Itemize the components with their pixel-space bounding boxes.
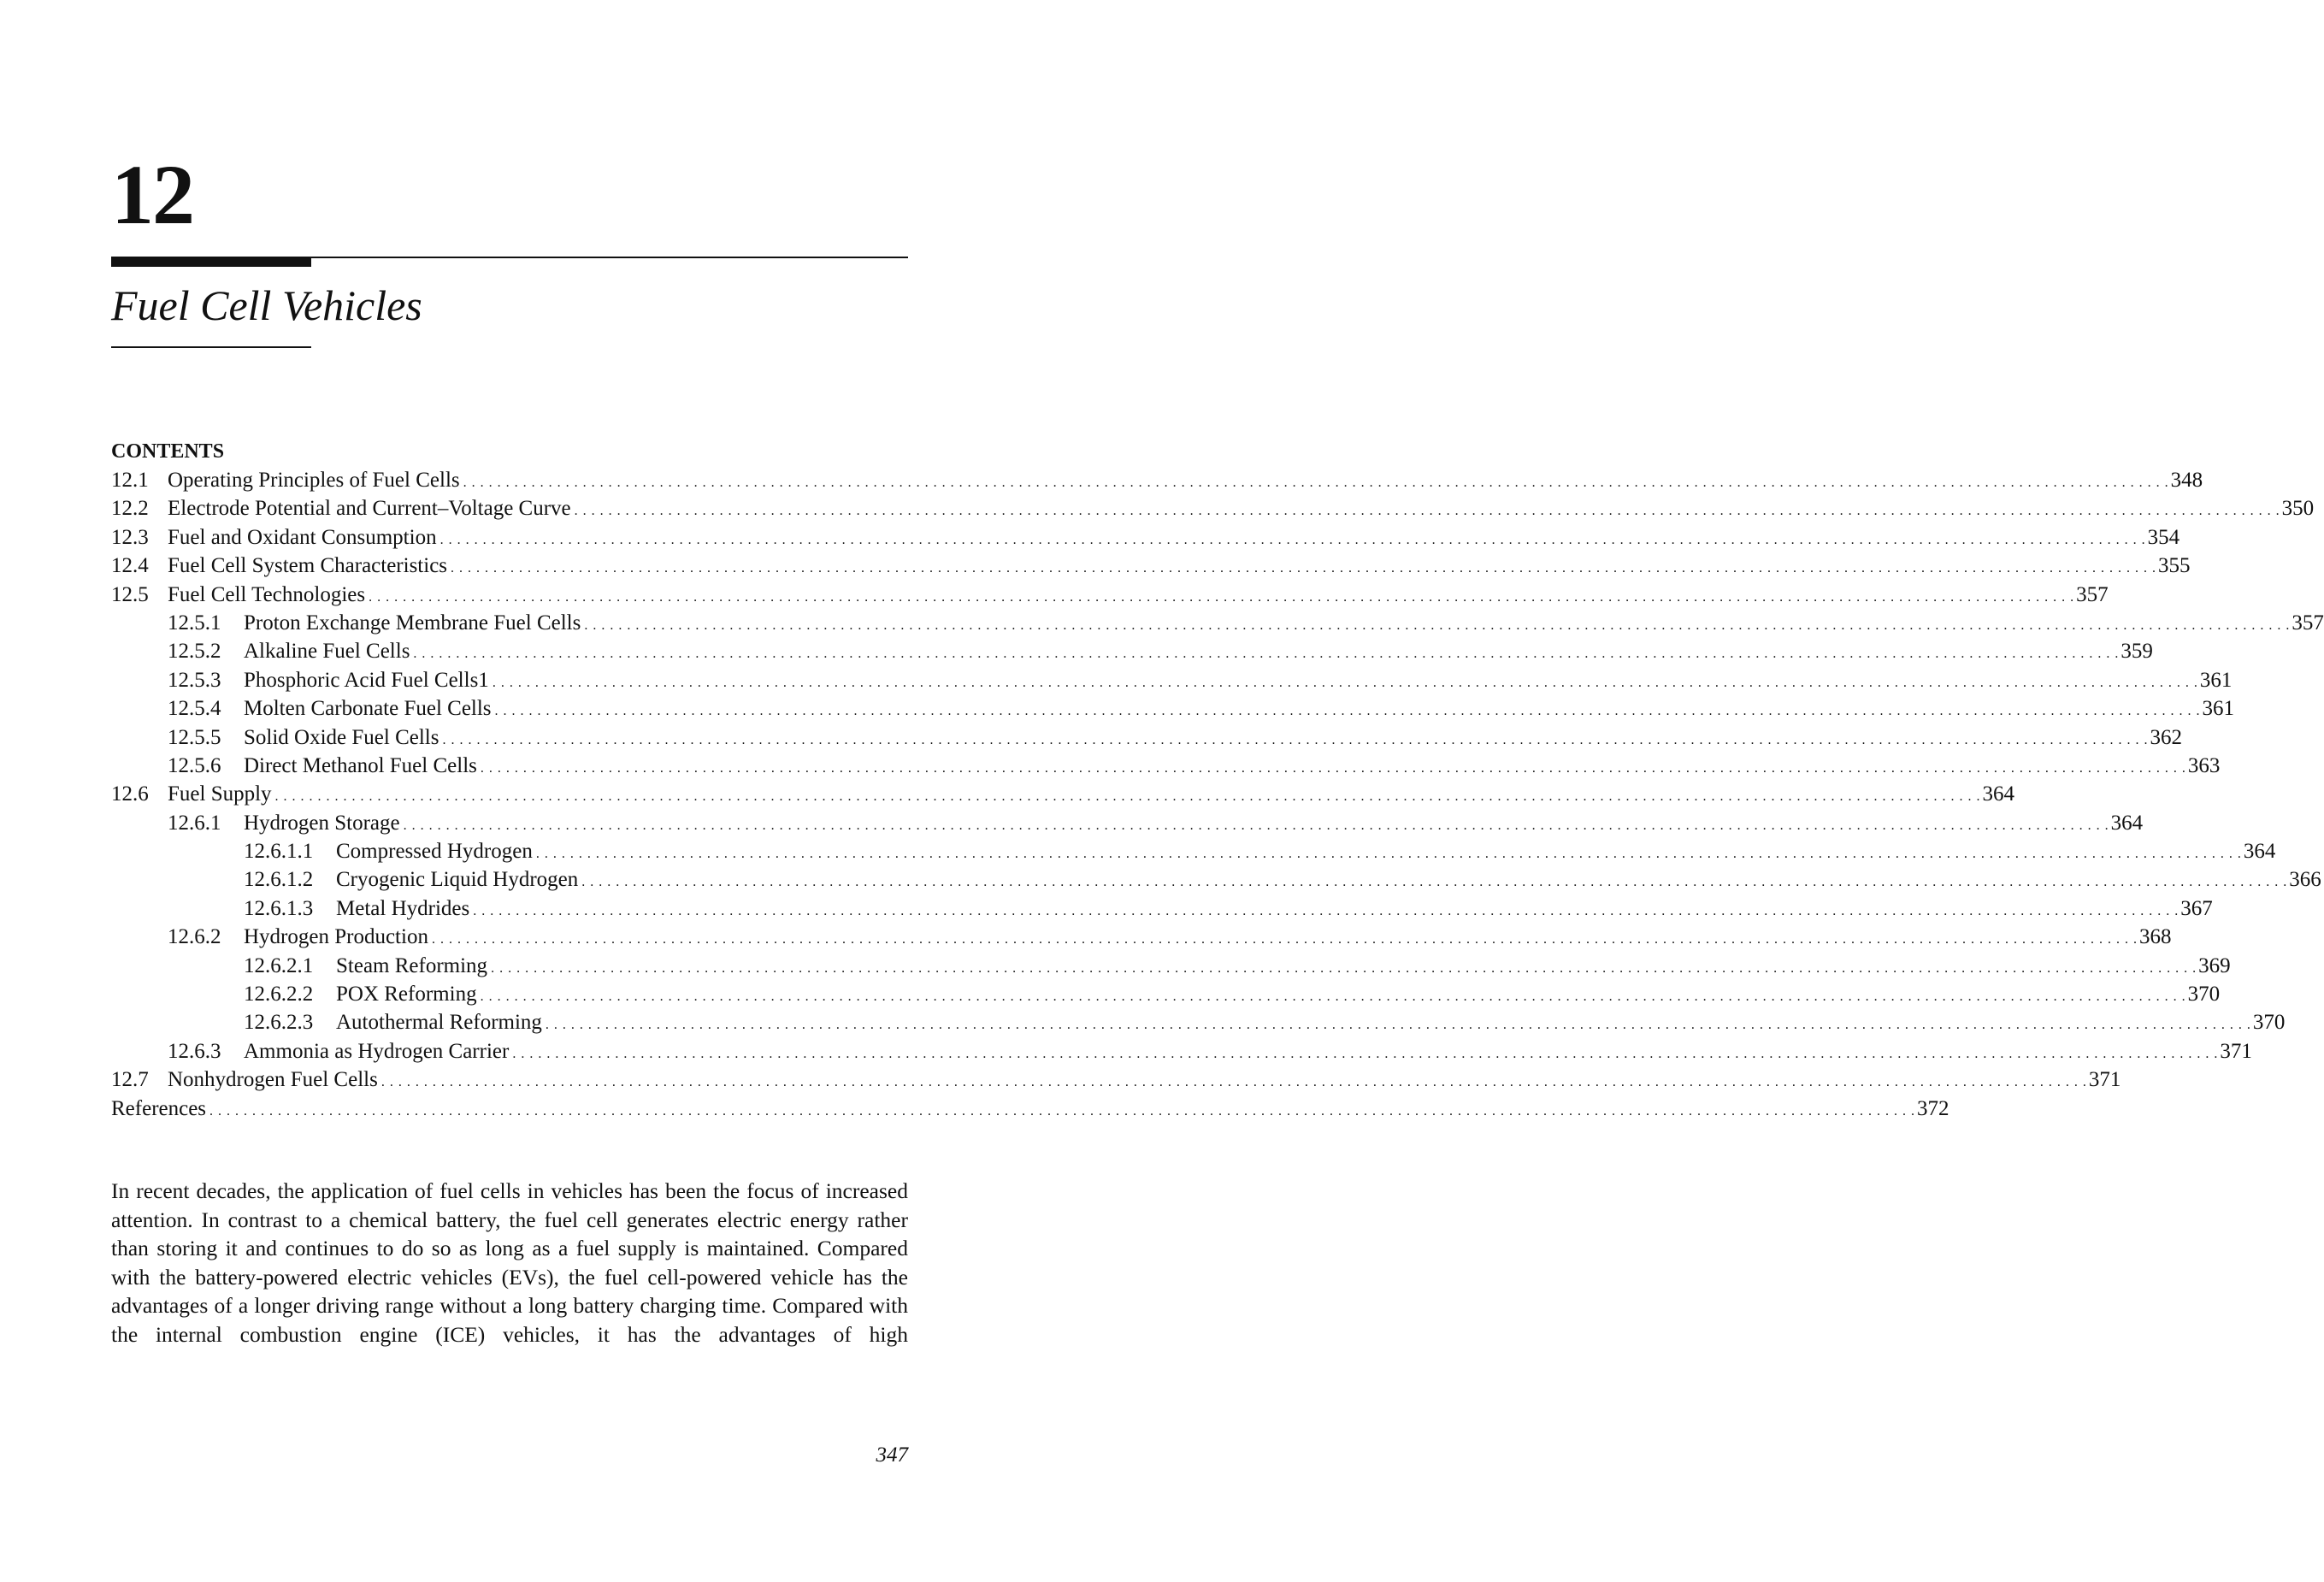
toc-entry-page: 361	[2202, 697, 2235, 721]
toc-entry-title: Molten Carbonate Fuel Cells	[244, 697, 492, 721]
body-paragraph: In recent decades, the application of fuel cells in vehicles has been the focus of increased attention. In contrast to a chemical battery, the fuel cell generates electric energy rather than storing it and continues to do so as long as a fuel supply is maintained. Compared with the battery-powered electric vehicles (EVs), the fuel cell-powered vehicle has the advantages of a longer driving range without a long battery charging time. Compared with the internal combustion engine (ICE) vehicles, it has the advantages of high	[111, 1178, 908, 1347]
toc-entry-number: 12.6.1.2	[244, 868, 314, 892]
toc-entry-number: 12.6.1.1	[244, 840, 314, 864]
toc-entry	[111, 752, 2221, 780]
toc-entry-number: 12.6.2	[168, 925, 221, 949]
toc-entry-number: 12.5.1	[168, 611, 221, 635]
toc-entry	[111, 1008, 2286, 1036]
toc-entry	[111, 494, 2315, 522]
toc-entry-number: 12.5.5	[168, 725, 221, 749]
toc-entry-title: Alkaline Fuel Cells	[244, 640, 410, 664]
toc-entry-title: Fuel Supply	[168, 782, 272, 806]
toc-entry-title: Compressed Hydrogen	[336, 840, 533, 864]
toc-dot-leader: . . . . . . . . . . . . . . . . . . . . . . . . . . . . . . . . . . . . . . . . . . . . . . . . . . . . . . . . . . . . . . . . . . . . . . . . . . . . . . . . . . . . . . . . . . . . . . . . . . . . . . . . . . . . . . . . . . . . . . . . . . . . . . . . . . . . . . . . . . . . . . . . . . . . . . . . . . . . . . . . . . . . . . . . . . . . . . . . . . . . . . . . . . . . . . . . . . . . . . . .	[574, 504, 2280, 519]
toc-entry-number: 12.6.1.3	[244, 896, 314, 920]
toc-entry	[111, 637, 2153, 665]
toc-dot-leader: . . . . . . . . . . . . . . . . . . . . . . . . . . . . . . . . . . . . . . . . . . . . . . . . . . . . . . . . . . . . . . . . . . . . . . . . . . . . . . . . . . . . . . . . . . . . . . . . . . . . . . . . . . . . . . . . . . . . . . . . . . . . . . . . . . . . . . . . . . . . . . . . . . . . . . . . . . . . . . . . . . . . . . . . . . . . . . . . . . . . . . . . . . . . . . . . . . . . . . . .	[492, 675, 2198, 690]
toc-entry-number: 12.5.2	[168, 640, 221, 664]
toc-entry-page: 364	[2243, 840, 2276, 864]
toc-entry	[111, 609, 2324, 637]
toc-entry-number: 12.1	[111, 469, 149, 492]
toc-entry	[111, 837, 2276, 865]
toc-entry	[111, 1065, 2121, 1094]
toc-entry-page: 367	[2180, 896, 2213, 920]
toc-entry-page: 348	[2170, 469, 2203, 492]
toc-entry	[111, 894, 2213, 923]
toc-dot-leader: . . . . . . . . . . . . . . . . . . . . . . . . . . . . . . . . . . . . . . . . . . . . . . . . . . . . . . . . . . . . . . . . . . . . . . . . . . . . . . . . . . . . . . . . . . . . . . . . . . . . . . . . . . . . . . . . . . . . . . . . . . . . . . . . . . . . . . . . . . . . . . . . . . . . . . . . . . . . . . . . . . . . . . . . . . . . . . . . . . . . . . . . . . . . . . . . . . . . . . . .	[274, 789, 1981, 805]
toc-entry-page: 370	[2252, 1011, 2286, 1035]
toc-entry-title: Fuel Cell Technologies	[168, 582, 366, 606]
toc-dot-leader: . . . . . . . . . . . . . . . . . . . . . . . . . . . . . . . . . . . . . . . . . . . . . . . . . . . . . . . . . . . . . . . . . . . . . . . . . . . . . . . . . . . . . . . . . . . . . . . . . . . . . . . . . . . . . . . . . . . . . . . . . . . . . . . . . . . . . . . . . . . . . . . . . . . . . . . . . . . . . . . . . . . . . . . . . . . . . . . . . . . . . . . . . . . . . . . . . . . . . . . .	[494, 704, 2201, 719]
toc-entry-page: 369	[2198, 953, 2231, 977]
toc-entry-number: 12.7	[111, 1068, 149, 1092]
toc-entry-number: 12.6.1	[168, 811, 221, 835]
toc-entry-title: Direct Methanol Fuel Cells	[244, 753, 477, 777]
toc-dot-leader: . . . . . . . . . . . . . . . . . . . . . . . . . . . . . . . . . . . . . . . . . . . . . . . . . . . . . . . . . . . . . . . . . . . . . . . . . . . . . . . . . . . . . . . . . . . . . . . . . . . . . . . . . . . . . . . . . . . . . . . . . . . . . . . . . . . . . . . . . . . . . . . . . . . . . . . . . . . . . . . . . . . . . . . . . . . . . . . . . . . . . . . . . . . . . . . . . . . . . . . .	[545, 1018, 2251, 1033]
toc-entry-page: 363	[2187, 753, 2221, 777]
toc-entry-page: 366	[2289, 868, 2321, 892]
toc-entry	[111, 552, 2191, 580]
toc-dot-leader: . . . . . . . . . . . . . . . . . . . . . . . . . . . . . . . . . . . . . . . . . . . . . . . . . . . . . . . . . . . . . . . . . . . . . . . . . . . . . . . . . . . . . . . . . . . . . . . . . . . . . . . . . . . . . . . . . . . . . . . . . . . . . . . . . . . . . . . . . . . . . . . . . . . . . . . . . . . . . . . . . . . . . . . . . . . . . . . . . . . . . . . . . . . . . . . . . . . . . . . .	[473, 903, 2179, 918]
toc-dot-leader: . . . . . . . . . . . . . . . . . . . . . . . . . . . . . . . . . . . . . . . . . . . . . . . . . . . . . . . . . . . . . . . . . . . . . . . . . . . . . . . . . . . . . . . . . . . . . . . . . . . . . . . . . . . . . . . . . . . . . . . . . . . . . . . . . . . . . . . . . . . . . . . . . . . . . . . . . . . . . . . . . . . . . . . . . . . . . . . . . . . . . . . . . . . . . . . . . . . . . . . .	[512, 1046, 2219, 1061]
toc-entry-page: 362	[2150, 725, 2182, 749]
toc-entry-title: References	[111, 1096, 207, 1120]
toc-entry-title: Operating Principles of Fuel Cells	[168, 469, 460, 492]
toc-entry-title: Cryogenic Liquid Hydrogen	[336, 868, 579, 892]
toc-entry-page: 361	[2199, 668, 2233, 692]
toc-entry	[111, 809, 2144, 837]
toc-dot-leader: . . . . . . . . . . . . . . . . . . . . . . . . . . . . . . . . . . . . . . . . . . . . . . . . . . . . . . . . . . . . . . . . . . . . . . . . . . . . . . . . . . . . . . . . . . . . . . . . . . . . . . . . . . . . . . . . . . . . . . . . . . . . . . . . . . . . . . . . . . . . . . . . . . . . . . . . . . . . . . . . . . . . . . . . . . . . . . . . . . . . . . . . . . . . . . . . . . . . . . . .	[480, 760, 2186, 776]
toc-entry-page: 357	[2076, 582, 2109, 606]
toc-entry-number: 12.6.2.1	[244, 953, 314, 977]
toc-entry-number: 12.3	[111, 525, 149, 549]
toc-entry-title: Proton Exchange Membrane Fuel Cells	[244, 611, 581, 635]
toc-entry	[111, 466, 2203, 494]
toc-dot-leader: . . . . . . . . . . . . . . . . . . . . . . . . . . . . . . . . . . . . . . . . . . . . . . . . . . . . . . . . . . . . . . . . . . . . . . . . . . . . . . . . . . . . . . . . . . . . . . . . . . . . . . . . . . . . . . . . . . . . . . . . . . . . . . . . . . . . . . . . . . . . . . . . . . . . . . . . . . . . . . . . . . . . . . . . . . . . . . . . . . . . . . . . . . . . . . . . . . . . . . . .	[442, 732, 2149, 747]
toc-entry-title: Metal Hydrides	[336, 896, 470, 920]
toc-entry-page: 364	[2110, 811, 2144, 835]
toc-entry-page: 371	[2088, 1068, 2121, 1092]
toc-entry-title: Fuel and Oxidant Consumption	[168, 525, 437, 549]
toc-dot-leader: . . . . . . . . . . . . . . . . . . . . . . . . . . . . . . . . . . . . . . . . . . . . . . . . . . . . . . . . . . . . . . . . . . . . . . . . . . . . . . . . . . . . . . . . . . . . . . . . . . . . . . . . . . . . . . . . . . . . . . . . . . . . . . . . . . . . . . . . . . . . . . . . . . . . . . . . . . . . . . . . . . . . . . . . . . . . . . . . . . . . . . . . . . . . . . . . . . . . . . . .	[413, 646, 2120, 662]
toc-entry	[111, 952, 2231, 980]
chapter-title-rule	[111, 346, 311, 348]
toc-entry-page: 350	[2281, 497, 2315, 521]
toc-entry-title: Nonhydrogen Fuel Cells	[168, 1068, 378, 1092]
toc-entry-number: 12.5.4	[168, 697, 221, 721]
toc-dot-leader: . . . . . . . . . . . . . . . . . . . . . . . . . . . . . . . . . . . . . . . . . . . . . . . . . . . . . . . . . . . . . . . . . . . . . . . . . . . . . . . . . . . . . . . . . . . . . . . . . . . . . . . . . . . . . . . . . . . . . . . . . . . . . . . . . . . . . . . . . . . . . . . . . . . . . . . . . . . . . . . . . . . . . . . . . . . . . . . . . . . . . . . . . . . . . . . . . . . . . . . .	[491, 960, 2197, 976]
toc-entry	[111, 581, 2109, 609]
toc-entry	[111, 523, 2180, 552]
toc-entry-title: Fuel Cell System Characteristics	[168, 554, 448, 578]
toc-dot-leader: . . . . . . . . . . . . . . . . . . . . . . . . . . . . . . . . . . . . . . . . . . . . . . . . . . . . . . . . . . . . . . . . . . . . . . . . . . . . . . . . . . . . . . . . . . . . . . . . . . . . . . . . . . . . . . . . . . . . . . . . . . . . . . . . . . . . . . . . . . . . . . . . . . . . . . . . . . . . . . . . . . . . . . . . . . . . . . . . . . . . . . . . . . . . . . . . . . . . . . . .	[403, 818, 2109, 833]
toc-entry-page: 354	[2147, 525, 2180, 549]
toc-entry-number: 12.6.3	[168, 1039, 221, 1063]
toc-entry-title: Solid Oxide Fuel Cells	[244, 725, 439, 749]
contents-heading: CONTENTS	[111, 440, 225, 463]
toc-entry-page: 357	[2292, 611, 2324, 635]
toc-entry	[111, 865, 2321, 894]
toc-entry-number: 12.5.6	[168, 753, 221, 777]
toc-entry-title: Phosphoric Acid Fuel Cells1	[244, 668, 489, 692]
toc-dot-leader: . . . . . . . . . . . . . . . . . . . . . . . . . . . . . . . . . . . . . . . . . . . . . . . . . . . . . . . . . . . . . . . . . . . . . . . . . . . . . . . . . . . . . . . . . . . . . . . . . . . . . . . . . . . . . . . . . . . . . . . . . . . . . . . . . . . . . . . . . . . . . . . . . . . . . . . . . . . . . . . . . . . . . . . . . . . . . . . . . . . . . . . . . . . . . . . . . . . . . . . .	[451, 561, 2157, 576]
chapter-rule-thick	[111, 257, 311, 267]
toc-dot-leader: . . . . . . . . . . . . . . . . . . . . . . . . . . . . . . . . . . . . . . . . . . . . . . . . . . . . . . . . . . . . . . . . . . . . . . . . . . . . . . . . . . . . . . . . . . . . . . . . . . . . . . . . . . . . . . . . . . . . . . . . . . . . . . . . . . . . . . . . . . . . . . . . . . . . . . . . . . . . . . . . . . . . . . . . . . . . . . . . . . . . . . . . . . . . . . . . . . . . . . . .	[209, 1103, 1916, 1119]
toc-dot-leader: . . . . . . . . . . . . . . . . . . . . . . . . . . . . . . . . . . . . . . . . . . . . . . . . . . . . . . . . . . . . . . . . . . . . . . . . . . . . . . . . . . . . . . . . . . . . . . . . . . . . . . . . . . . . . . . . . . . . . . . . . . . . . . . . . . . . . . . . . . . . . . . . . . . . . . . . . . . . . . . . . . . . . . . . . . . . . . . . . . . . . . . . . . . . . . . . . . . . . . . .	[584, 617, 2291, 633]
toc-entry	[111, 1037, 2252, 1065]
chapter-rule-thin	[311, 257, 908, 258]
toc-entry-page: 364	[1982, 782, 2015, 806]
toc-entry-page: 359	[2121, 640, 2153, 664]
toc-entry-number: 12.6.2.3	[244, 1011, 314, 1035]
toc-list	[111, 466, 2324, 1123]
toc-dot-leader: . . . . . . . . . . . . . . . . . . . . . . . . . . . . . . . . . . . . . . . . . . . . . . . . . . . . . . . . . . . . . . . . . . . . . . . . . . . . . . . . . . . . . . . . . . . . . . . . . . . . . . . . . . . . . . . . . . . . . . . . . . . . . . . . . . . . . . . . . . . . . . . . . . . . . . . . . . . . . . . . . . . . . . . . . . . . . . . . . . . . . . . . . . . . . . . . . . . . . . . .	[380, 1075, 2087, 1090]
chapter-title: Fuel Cell Vehicles	[111, 281, 422, 329]
page-number: 347	[876, 1443, 908, 1467]
table-of-contents	[111, 438, 2324, 1123]
toc-entry	[111, 1095, 1949, 1123]
toc-dot-leader: . . . . . . . . . . . . . . . . . . . . . . . . . . . . . . . . . . . . . . . . . . . . . . . . . . . . . . . . . . . . . . . . . . . . . . . . . . . . . . . . . . . . . . . . . . . . . . . . . . . . . . . . . . . . . . . . . . . . . . . . . . . . . . . . . . . . . . . . . . . . . . . . . . . . . . . . . . . . . . . . . . . . . . . . . . . . . . . . . . . . . . . . . . . . . . . . . . . . . . . .	[369, 589, 2075, 605]
toc-entry-number: 12.5	[111, 582, 149, 606]
toc-entry-title: Electrode Potential and Current–Voltage Curve	[168, 497, 571, 521]
toc-dot-leader: . . . . . . . . . . . . . . . . . . . . . . . . . . . . . . . . . . . . . . . . . . . . . . . . . . . . . . . . . . . . . . . . . . . . . . . . . . . . . . . . . . . . . . . . . . . . . . . . . . . . . . . . . . . . . . . . . . . . . . . . . . . . . . . . . . . . . . . . . . . . . . . . . . . . . . . . . . . . . . . . . . . . . . . . . . . . . . . . . . . . . . . . . . . . . . . . . . . . . . . .	[480, 989, 2186, 1005]
toc-entry-title: POX Reforming	[336, 983, 477, 1006]
toc-entry-number: 12.5.3	[168, 668, 221, 692]
toc-entry-title: Steam Reforming	[336, 953, 488, 977]
toc-entry-page: 372	[1917, 1096, 1949, 1120]
toc-entry-title: Ammonia as Hydrogen Carrier	[244, 1039, 510, 1063]
toc-dot-leader: . . . . . . . . . . . . . . . . . . . . . . . . . . . . . . . . . . . . . . . . . . . . . . . . . . . . . . . . . . . . . . . . . . . . . . . . . . . . . . . . . . . . . . . . . . . . . . . . . . . . . . . . . . . . . . . . . . . . . . . . . . . . . . . . . . . . . . . . . . . . . . . . . . . . . . . . . . . . . . . . . . . . . . . . . . . . . . . . . . . . . . . . . . . . . . . . . . . . . . . .	[535, 847, 2242, 862]
toc-entry-page: 370	[2187, 983, 2221, 1006]
toc-dot-leader: . . . . . . . . . . . . . . . . . . . . . . . . . . . . . . . . . . . . . . . . . . . . . . . . . . . . . . . . . . . . . . . . . . . . . . . . . . . . . . . . . . . . . . . . . . . . . . . . . . . . . . . . . . . . . . . . . . . . . . . . . . . . . . . . . . . . . . . . . . . . . . . . . . . . . . . . . . . . . . . . . . . . . . . . . . . . . . . . . . . . . . . . . . . . . . . . . . . . . . . .	[581, 875, 2288, 890]
toc-dot-leader: . . . . . . . . . . . . . . . . . . . . . . . . . . . . . . . . . . . . . . . . . . . . . . . . . . . . . . . . . . . . . . . . . . . . . . . . . . . . . . . . . . . . . . . . . . . . . . . . . . . . . . . . . . . . . . . . . . . . . . . . . . . . . . . . . . . . . . . . . . . . . . . . . . . . . . . . . . . . . . . . . . . . . . . . . . . . . . . . . . . . . . . . . . . . . . . . . . . . . . . .	[431, 932, 2138, 947]
toc-entry	[111, 980, 2221, 1008]
toc-entry	[111, 723, 2182, 752]
toc-entry-title: Autothermal Reforming	[336, 1011, 542, 1035]
toc-entry-number: 12.6	[111, 782, 149, 806]
toc-entry-page: 371	[2220, 1039, 2252, 1063]
toc-entry-number: 12.2	[111, 497, 149, 521]
toc-dot-leader: . . . . . . . . . . . . . . . . . . . . . . . . . . . . . . . . . . . . . . . . . . . . . . . . . . . . . . . . . . . . . . . . . . . . . . . . . . . . . . . . . . . . . . . . . . . . . . . . . . . . . . . . . . . . . . . . . . . . . . . . . . . . . . . . . . . . . . . . . . . . . . . . . . . . . . . . . . . . . . . . . . . . . . . . . . . . . . . . . . . . . . . . . . . . . . . . . . . . . . . .	[463, 475, 2169, 490]
toc-entry	[111, 694, 2235, 723]
toc-entry	[111, 666, 2233, 694]
toc-entry	[111, 923, 2172, 951]
toc-dot-leader: . . . . . . . . . . . . . . . . . . . . . . . . . . . . . . . . . . . . . . . . . . . . . . . . . . . . . . . . . . . . . . . . . . . . . . . . . . . . . . . . . . . . . . . . . . . . . . . . . . . . . . . . . . . . . . . . . . . . . . . . . . . . . . . . . . . . . . . . . . . . . . . . . . . . . . . . . . . . . . . . . . . . . . . . . . . . . . . . . . . . . . . . . . . . . . . . . . . . . . . .	[439, 532, 2146, 547]
toc-entry-title: Hydrogen Production	[244, 925, 428, 949]
toc-entry-page: 355	[2158, 554, 2191, 578]
toc-entry-page: 368	[2138, 925, 2172, 949]
toc-entry-number: 12.6.2.2	[244, 983, 314, 1006]
toc-entry-title: Hydrogen Storage	[244, 811, 400, 835]
toc-entry	[111, 780, 2015, 808]
toc-entry-number: 12.4	[111, 554, 149, 578]
chapter-number: 12	[111, 147, 193, 242]
